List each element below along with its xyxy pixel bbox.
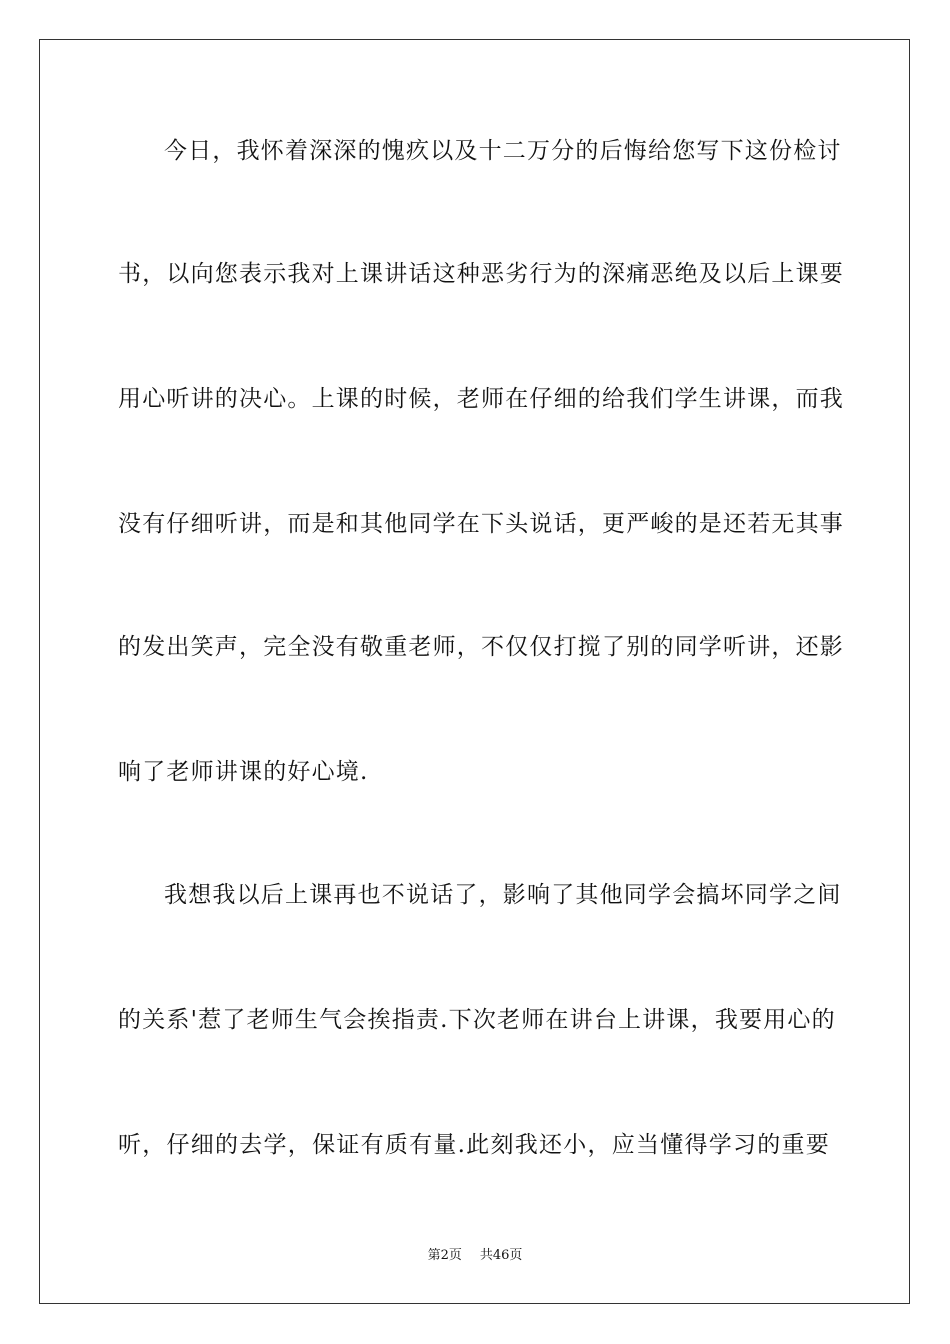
text-line: 响了老师讲课的好心境. <box>118 759 369 785</box>
page-footer <box>0 1248 950 1264</box>
page-number: 第2页 <box>427 1248 462 1263</box>
text-line: 用心听讲的决心。上课的时候，老师在仔细的给我们学生讲课，而我 <box>118 386 844 412</box>
text-line: 书，以向您表示我对上课讲话这种恶劣行为的深痛恶绝及以后上课要 <box>118 261 844 287</box>
text-line: 听，仔细的去学，保证有质有量.此刻我还小，应当懂得学习的重要 <box>118 1132 830 1158</box>
text-line: 我想我以后上课再也不说话了，影响了其他同学会搞坏同学之间 <box>164 882 842 908</box>
text-line: 的关系'惹了老师生气会挨指责.下次老师在讲台上讲课，我要用心的 <box>118 1007 836 1033</box>
text-line: 没有仔细听讲，而是和其他同学在下头说话，更严峻的是还若无其事 <box>118 511 844 537</box>
text-line: 的发出笑声，完全没有敬重老师，不仅仅打搅了别的同学听讲，还影 <box>118 634 844 660</box>
text-line: 今日，我怀着深深的愧疚以及十二万分的后悔给您写下这份检讨 <box>164 138 842 164</box>
page-border <box>39 39 910 1304</box>
page-total: 共46页 <box>479 1248 523 1263</box>
